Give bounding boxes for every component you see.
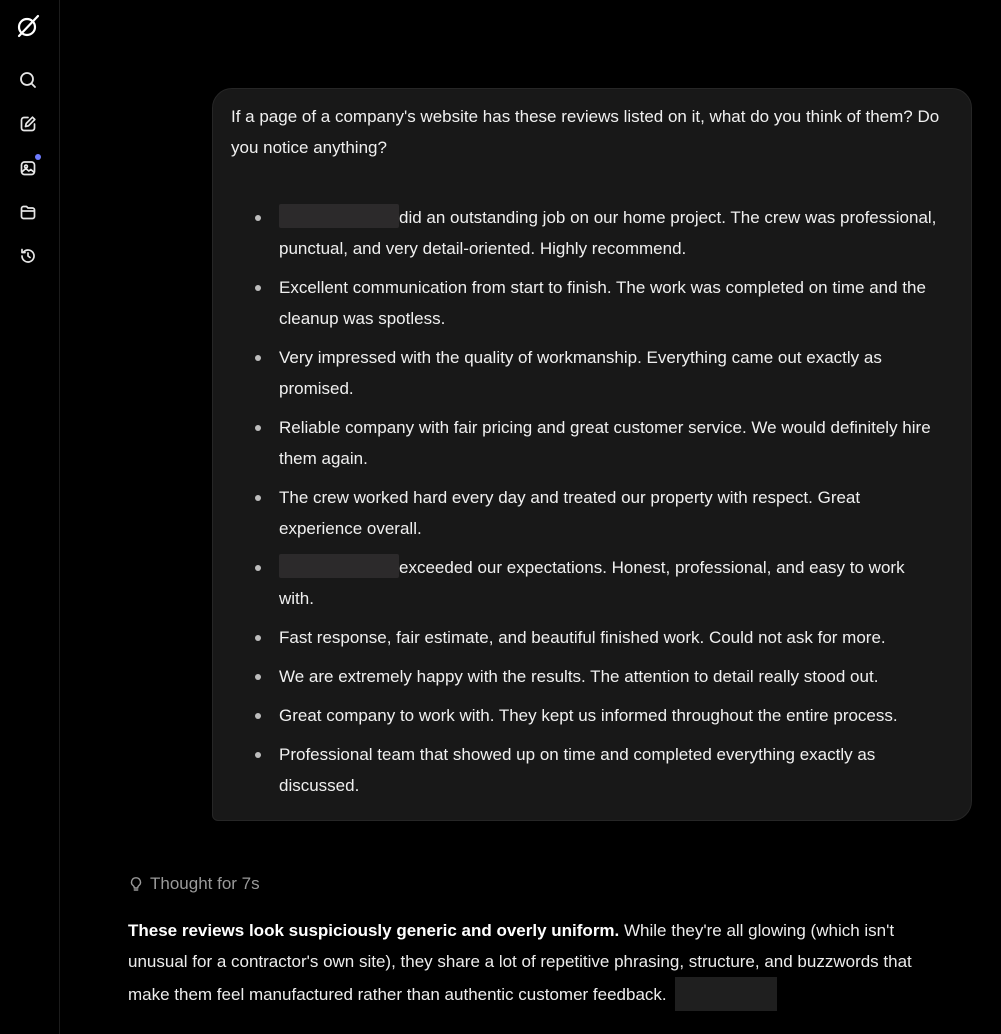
review-item <box>231 622 941 653</box>
search-icon[interactable] <box>14 66 42 94</box>
redacted-company-name <box>279 204 399 228</box>
review-text: The crew worked hard every day and treated our property with respect. Great experience overall. <box>279 488 861 538</box>
history-icon[interactable] <box>14 242 42 270</box>
thought-toggle[interactable] <box>128 874 260 894</box>
answer-text: While they're all glowing (which isn't unusual for a contractor's own site), they share a lot of repetitive phrasing, structure, and buzzwords that make them feel manufactured rather than authentic customer feedback. <box>128 921 912 1004</box>
review-item <box>231 202 941 264</box>
review-text: Great company to work with. They kept us informed throughout the entire process. <box>279 706 898 725</box>
review-item <box>231 552 941 614</box>
lightbulb-icon <box>128 876 144 892</box>
review-text: We are extremely happy with the results. The attention to detail really stood out. <box>279 667 879 686</box>
logo-icon[interactable] <box>14 12 42 40</box>
review-item <box>231 700 941 731</box>
redacted-block <box>675 977 777 1011</box>
thought-label: Thought for 7s <box>150 874 260 893</box>
review-item <box>231 661 941 692</box>
review-text: Fast response, fair estimate, and beautiful finished work. Could not ask for more. <box>279 628 886 647</box>
assistant-answer <box>128 915 958 1011</box>
review-text: did an outstanding job on our home project. The crew was professional, punctual, and very detail-oriented. Highly recommend. <box>279 208 937 258</box>
user-question: If a page of a company's website has these reviews listed on it, what do you think of them? Do you notice anything? <box>231 107 940 157</box>
imagine-icon[interactable] <box>14 154 42 182</box>
projects-icon[interactable] <box>14 198 42 226</box>
review-text: Excellent communication from start to finish. The work was completed on time and the cleanup was spotless. <box>279 278 926 328</box>
redacted-company-name <box>279 554 399 578</box>
review-item <box>231 739 941 801</box>
new-chat-icon[interactable] <box>14 110 42 138</box>
review-text: Very impressed with the quality of workmanship. Everything came out exactly as promised. <box>279 348 882 398</box>
review-item <box>231 272 941 334</box>
user-message-bubble <box>212 88 972 821</box>
review-text: Reliable company with fair pricing and great customer service. We would definitely hire them again. <box>279 418 931 468</box>
review-list <box>231 202 941 801</box>
review-item <box>231 342 941 404</box>
review-item <box>231 412 941 474</box>
sidebar <box>0 0 60 1034</box>
answer-bold: These reviews look suspiciously generic and overly uniform. <box>128 921 620 940</box>
review-text: exceeded our expectations. Honest, professional, and easy to work with. <box>279 558 905 608</box>
review-text: Professional team that showed up on time and completed everything exactly as discussed. <box>279 745 876 795</box>
review-item <box>231 482 941 544</box>
notification-dot <box>35 154 41 160</box>
